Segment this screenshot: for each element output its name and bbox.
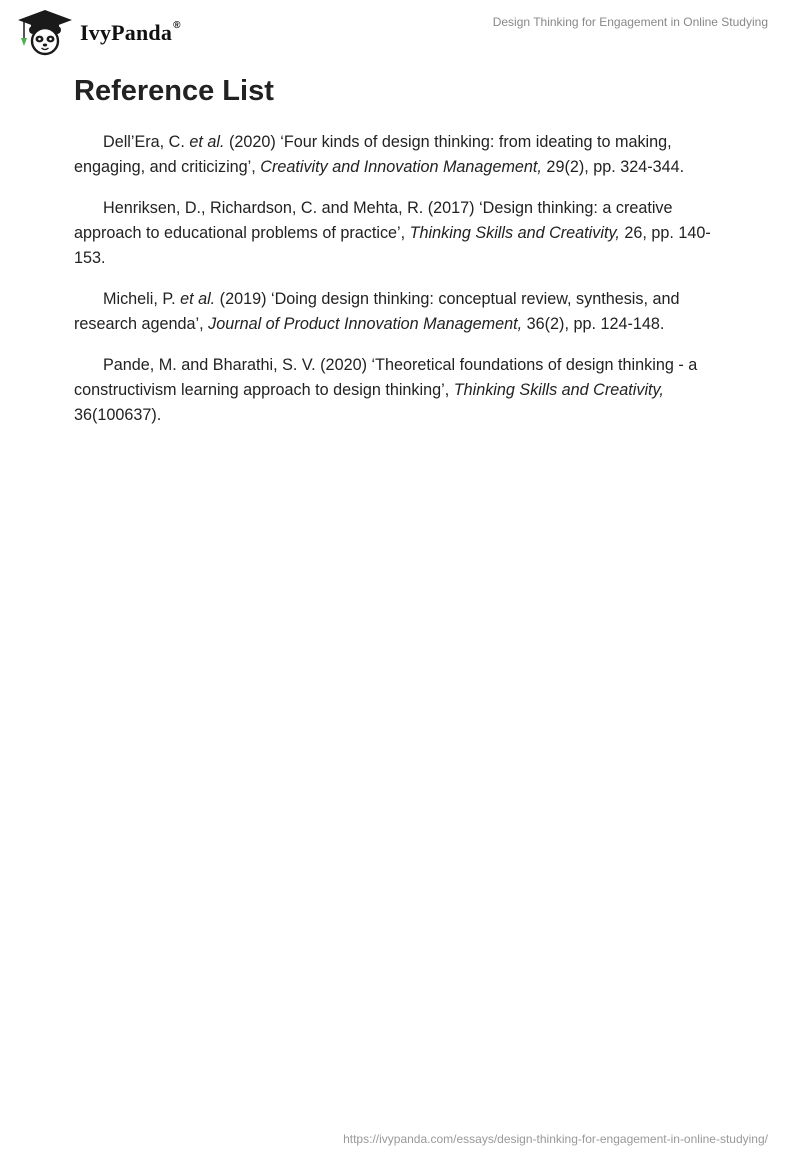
page-header <box>0 0 800 60</box>
reference-item: Henriksen, D., Richardson, C. and Mehta, R. (2017) ‘Design thinking: a creative approach to educational problems of practice’, Thinking Skills and Creativity, 26, pp. 140-153. <box>74 199 711 267</box>
reference-item: Micheli, P. et al. (2019) ‘Doing design thinking: conceptual review, synthesis, and research agenda’, Journal of Product Innovation Management, 36(2), pp. 124-148. <box>74 290 680 333</box>
reference-item: Pande, M. and Bharathi, S. V. (2020) ‘Theoretical foundations of design thinking - a constructivism learning approach to design thinking’, Thinking Skills and Creativity, 36(100637). <box>74 356 698 424</box>
logo-wordmark: IvyPanda® <box>80 19 181 45</box>
registered-mark: ® <box>173 19 181 31</box>
page-title: Reference List <box>74 75 274 107</box>
source-url[interactable]: https://ivypanda.com/essays/design-thinking-for-engagement-in-online-studying/ <box>343 1132 768 1146</box>
page-content <box>74 74 734 444</box>
reference-item: Dell’Era, C. et al. (2020) ‘Four kinds of design thinking: from ideating to making, engaging, and criticizing’, Creativity and Innovation Management, 29(2), pp. 324-344. <box>74 133 685 176</box>
ivypanda-logo[interactable] <box>14 8 181 56</box>
panda-graduate-icon <box>14 8 76 56</box>
running-title: Design Thinking for Engagement in Online Studying <box>492 15 768 29</box>
